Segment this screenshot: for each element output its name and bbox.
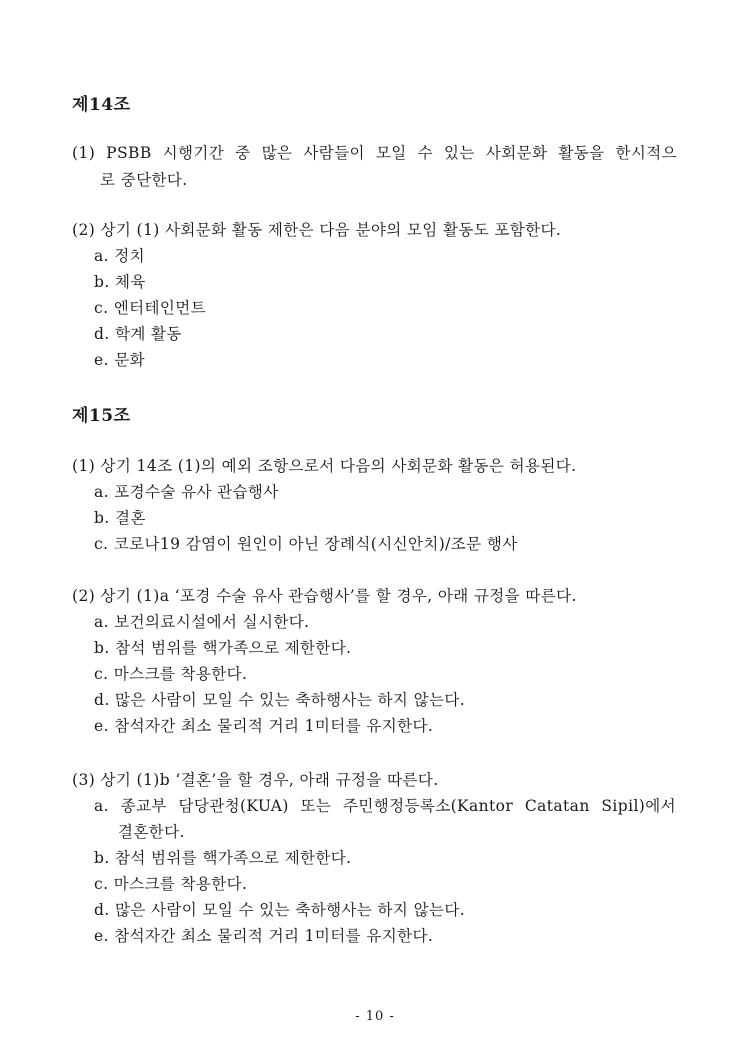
list-item: a. 포경수술 유사 관습행사 bbox=[94, 483, 279, 501]
list-item: b. 참석 범위를 핵가족으로 제한한다. bbox=[94, 849, 352, 867]
article-14-title: 제14조 bbox=[72, 95, 131, 115]
article-14-paragraph-2: (2) 상기 (1) 사회문화 활동 제한은 다음 분야의 모임 활동도 포함한다. bbox=[72, 221, 562, 239]
list-item: d. 많은 사람이 모일 수 있는 축하행사는 하지 않는다. bbox=[94, 901, 466, 919]
page-number: - 10 - bbox=[355, 1009, 395, 1024]
list-item: a. 종교부 담당관청(KUA) 또는 주민행정등록소(Kantor Catatan Sipil)에서 bbox=[94, 797, 676, 815]
article-15-paragraph-3: (3) 상기 (1)b ‘결혼’을 할 경우, 아래 규정을 따른다. bbox=[72, 771, 439, 789]
list-item: c. 마스크를 착용한다. bbox=[94, 875, 248, 893]
article-14-paragraph-1-line-1: (1) PSBB 시행기간 중 많은 사람들이 모일 수 있는 사회문화 활동을 한시적으 bbox=[72, 144, 677, 162]
list-item: c. 마스크를 착용한다. bbox=[94, 665, 248, 683]
list-item: c. 코로나19 감염이 원인이 아닌 장례식(시신안치)/조문 행사 bbox=[94, 535, 518, 553]
list-item: a. 보건의료시설에서 실시한다. bbox=[94, 613, 310, 631]
list-item: e. 문화 bbox=[94, 351, 145, 369]
list-item: a. 정치 bbox=[94, 247, 146, 265]
list-item: b. 체육 bbox=[94, 273, 146, 291]
article-15-title: 제15조 bbox=[72, 406, 131, 426]
article-15-paragraph-2: (2) 상기 (1)a ‘포경 수술 유사 관습행사’를 할 경우, 아래 규정을 따른다. bbox=[72, 587, 577, 605]
article-14-paragraph-1-line-2: 로 중단한다. bbox=[100, 171, 188, 189]
list-item: e. 참석자간 최소 물리적 거리 1미터를 유지한다. bbox=[94, 717, 434, 735]
article-15-paragraph-1: (1) 상기 14조 (1)의 예외 조항으로서 다음의 사회문화 활동은 허용된다. bbox=[72, 457, 577, 475]
list-item: d. 학계 활동 bbox=[94, 325, 182, 343]
list-item: b. 결혼 bbox=[94, 509, 146, 527]
list-item-continuation: 결혼한다. bbox=[118, 823, 185, 841]
list-item: e. 참석자간 최소 물리적 거리 1미터를 유지한다. bbox=[94, 927, 434, 945]
list-item: b. 참석 범위를 핵가족으로 제한한다. bbox=[94, 639, 352, 657]
list-item: d. 많은 사람이 모일 수 있는 축하행사는 하지 않는다. bbox=[94, 691, 466, 709]
list-item: c. 엔터테인먼트 bbox=[94, 299, 206, 317]
